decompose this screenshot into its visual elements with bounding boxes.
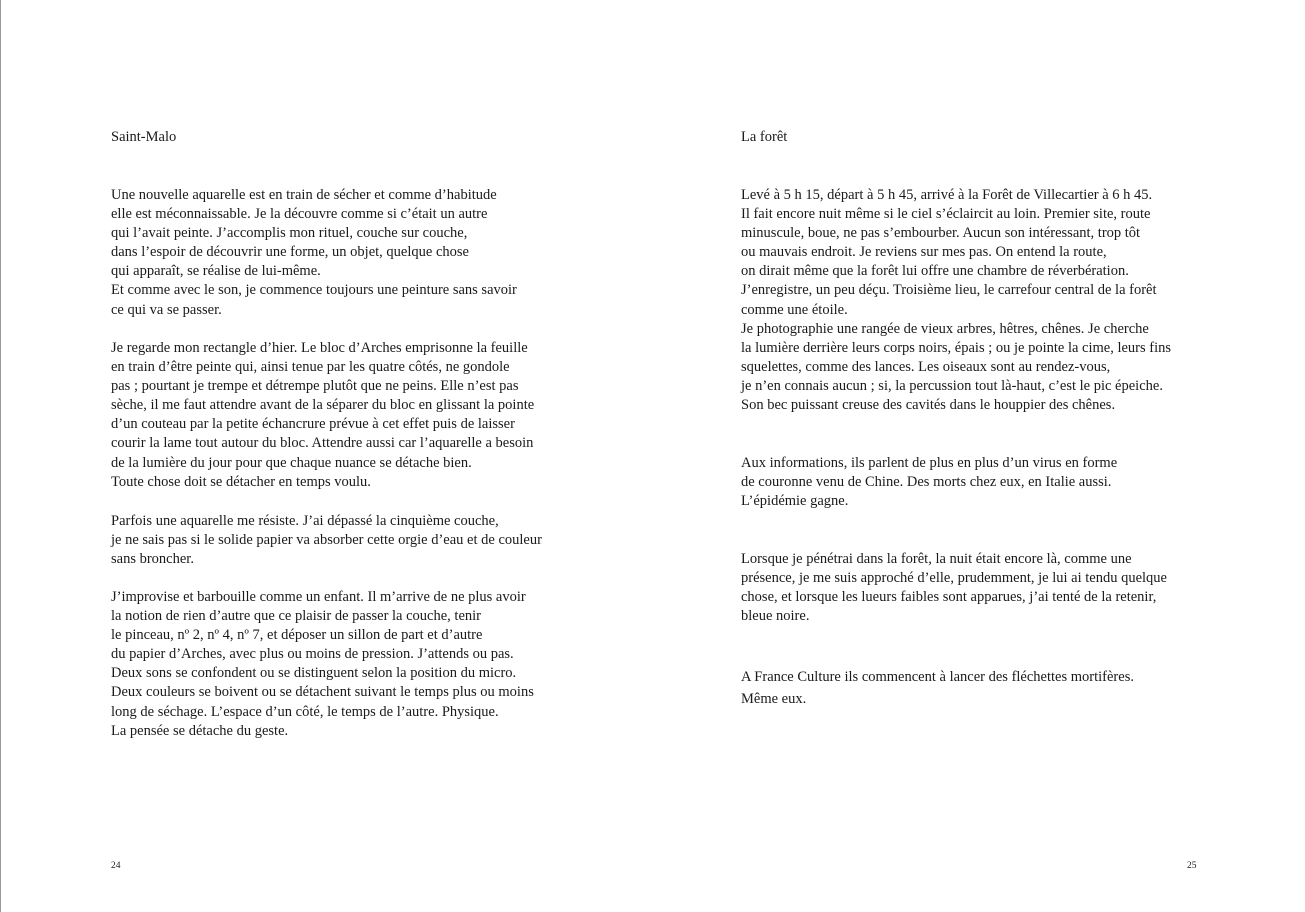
paragraph <box>111 186 517 320</box>
text-line: Deux sons se confondent ou se distinguent selon la position du micro. <box>111 665 517 682</box>
text-line: Toute chose doit se détacher en temps voulu. <box>111 473 371 490</box>
paragraph <box>111 339 534 492</box>
text-line: L’épidémie gagne. <box>741 493 849 510</box>
text-line: Et comme avec le son, je commence toujours une peinture sans savoir <box>111 282 517 299</box>
text-line: Deux couleurs se boivent ou se détachent suivant le temps plus ou moins <box>111 684 534 701</box>
text-line: le pinceau, nº 2, nº 4, nº 7, et déposer un sillon de part et d’autre <box>111 627 483 644</box>
text-line: qui apparaît, se réalise de lui-même. <box>111 263 321 280</box>
paragraph <box>741 668 1134 687</box>
paragraph <box>741 186 1171 415</box>
paragraph <box>741 550 1167 626</box>
text-line: long de séchage. L’espace d’un côté, le temps de l’autre. Physique. <box>111 703 499 720</box>
text-line: qui l’avait peinte. J’accomplis mon rituel, couche sur couche, <box>111 225 468 242</box>
paragraph <box>111 512 542 569</box>
text-line: en train d’être peinte qui, ainsi tenue par les quatre côtés, ne gondole <box>111 359 510 376</box>
text-line: elle est méconnaissable. Je la découvre comme si c’était un autre <box>111 206 488 223</box>
text-line: Son bec puissant creuse des cavités dans le houppier des chênes. <box>741 397 1116 414</box>
text-line: on dirait même que la forêt lui offre une chambre de réverbération. <box>741 263 1129 280</box>
text-line: du papier d’Arches, avec plus ou moins de pression. J’attends ou pas. <box>111 646 514 663</box>
right-page <box>653 0 1305 912</box>
text-line: sèche, il me faut attendre avant de la séparer du bloc en glissant la pointe <box>111 397 535 414</box>
text-line: J’enregistre, un peu déçu. Troisième lieu, le carrefour central de la forêt <box>741 282 1157 299</box>
text-line: d’un couteau par la petite échancrure prévue à cet effet puis de laisser <box>111 416 515 433</box>
text-line: courir la lame tout autour du bloc. Attendre aussi car l’aquarelle a besoin <box>111 435 534 452</box>
paragraph <box>741 690 806 709</box>
page-number: 25 <box>1187 861 1197 871</box>
text-line: minuscule, boue, ne pas s’embourber. Aucun son intéressant, trop tôt <box>741 225 1141 242</box>
text-line: La pensée se détache du geste. <box>111 722 289 739</box>
page-title: Saint-Malo <box>111 129 177 145</box>
text-line: Il fait encore nuit même si le ciel s’éclaircit au loin. Premier site, route <box>741 206 1151 223</box>
text-line: sans broncher. <box>111 551 194 568</box>
text-line: J’improvise et barbouille comme un enfant. Il m’arrive de ne plus avoir <box>111 589 526 605</box>
text-line: présence, je me suis approché d’elle, prudemment, je lui ai tendu quelque <box>741 570 1167 587</box>
text-line: je ne sais pas si le solide papier va absorber cette orgie d’eau et de couleur <box>111 532 542 549</box>
text-line: ce qui va se passer. <box>111 301 222 318</box>
text-line: Une nouvelle aquarelle est en train de sécher et comme d’habitude <box>111 187 497 203</box>
text-line: comme une étoile. <box>741 301 848 318</box>
text-line: squelettes, comme des lances. Les oiseaux sont au rendez-vous, <box>741 358 1111 375</box>
page-title: La forêt <box>741 129 788 145</box>
text-line: Lorsque je pénétrai dans la forêt, la nuit était encore là, comme une <box>741 551 1132 567</box>
text-line: Je regarde mon rectangle d’hier. Le bloc d’Arches emprisonne la feuille <box>111 340 528 356</box>
paragraph <box>111 588 534 741</box>
paragraph <box>741 454 1117 511</box>
text-line: la notion de rien d’autre que ce plaisir de passer la couche, tenir <box>111 608 481 625</box>
text-line: dans l’espoir de découvrir une forme, un objet, quelque chose <box>111 244 469 261</box>
text-line: Même eux. <box>741 691 807 707</box>
text-line: je n’en connais aucun ; si, la percussion tout là-haut, c’est le pic épeiche. <box>741 377 1163 394</box>
text-line: A France Culture ils commencent à lancer des fléchettes mortifères. <box>741 669 1134 685</box>
text-line: de la lumière du jour pour que chaque nuance se détache bien. <box>111 454 472 471</box>
text-line: chose, et lorsque les lueurs faibles sont apparues, j’ai tenté de la retenir, <box>741 589 1157 606</box>
text-line: Aux informations, ils parlent de plus en plus d’un virus en forme <box>741 455 1118 471</box>
page-number: 24 <box>111 861 121 871</box>
text-line: Je photographie une rangée de vieux arbres, hêtres, chênes. Je cherche <box>741 320 1149 337</box>
text-line: la lumière derrière leurs corps noirs, épais ; ou je pointe la cime, leurs fins <box>741 339 1172 356</box>
text-line: pas ; pourtant je trempe et détrempe plutôt que ne peins. Elle n’est pas <box>111 378 519 395</box>
text-line: de couronne venu de Chine. Des morts chez eux, en Italie aussi. <box>741 474 1112 491</box>
text-line: Levé à 5 h 15, départ à 5 h 45, arrivé à la Forêt de Villecartier à 6 h 45. <box>741 187 1153 203</box>
text-line: ou mauvais endroit. Je reviens sur mes pas. On entend la route, <box>741 244 1107 261</box>
text-line: bleue noire. <box>741 608 810 625</box>
text-line: Parfois une aquarelle me résiste. J’ai dépassé la cinquième couche, <box>111 513 499 529</box>
left-page <box>1 0 653 912</box>
